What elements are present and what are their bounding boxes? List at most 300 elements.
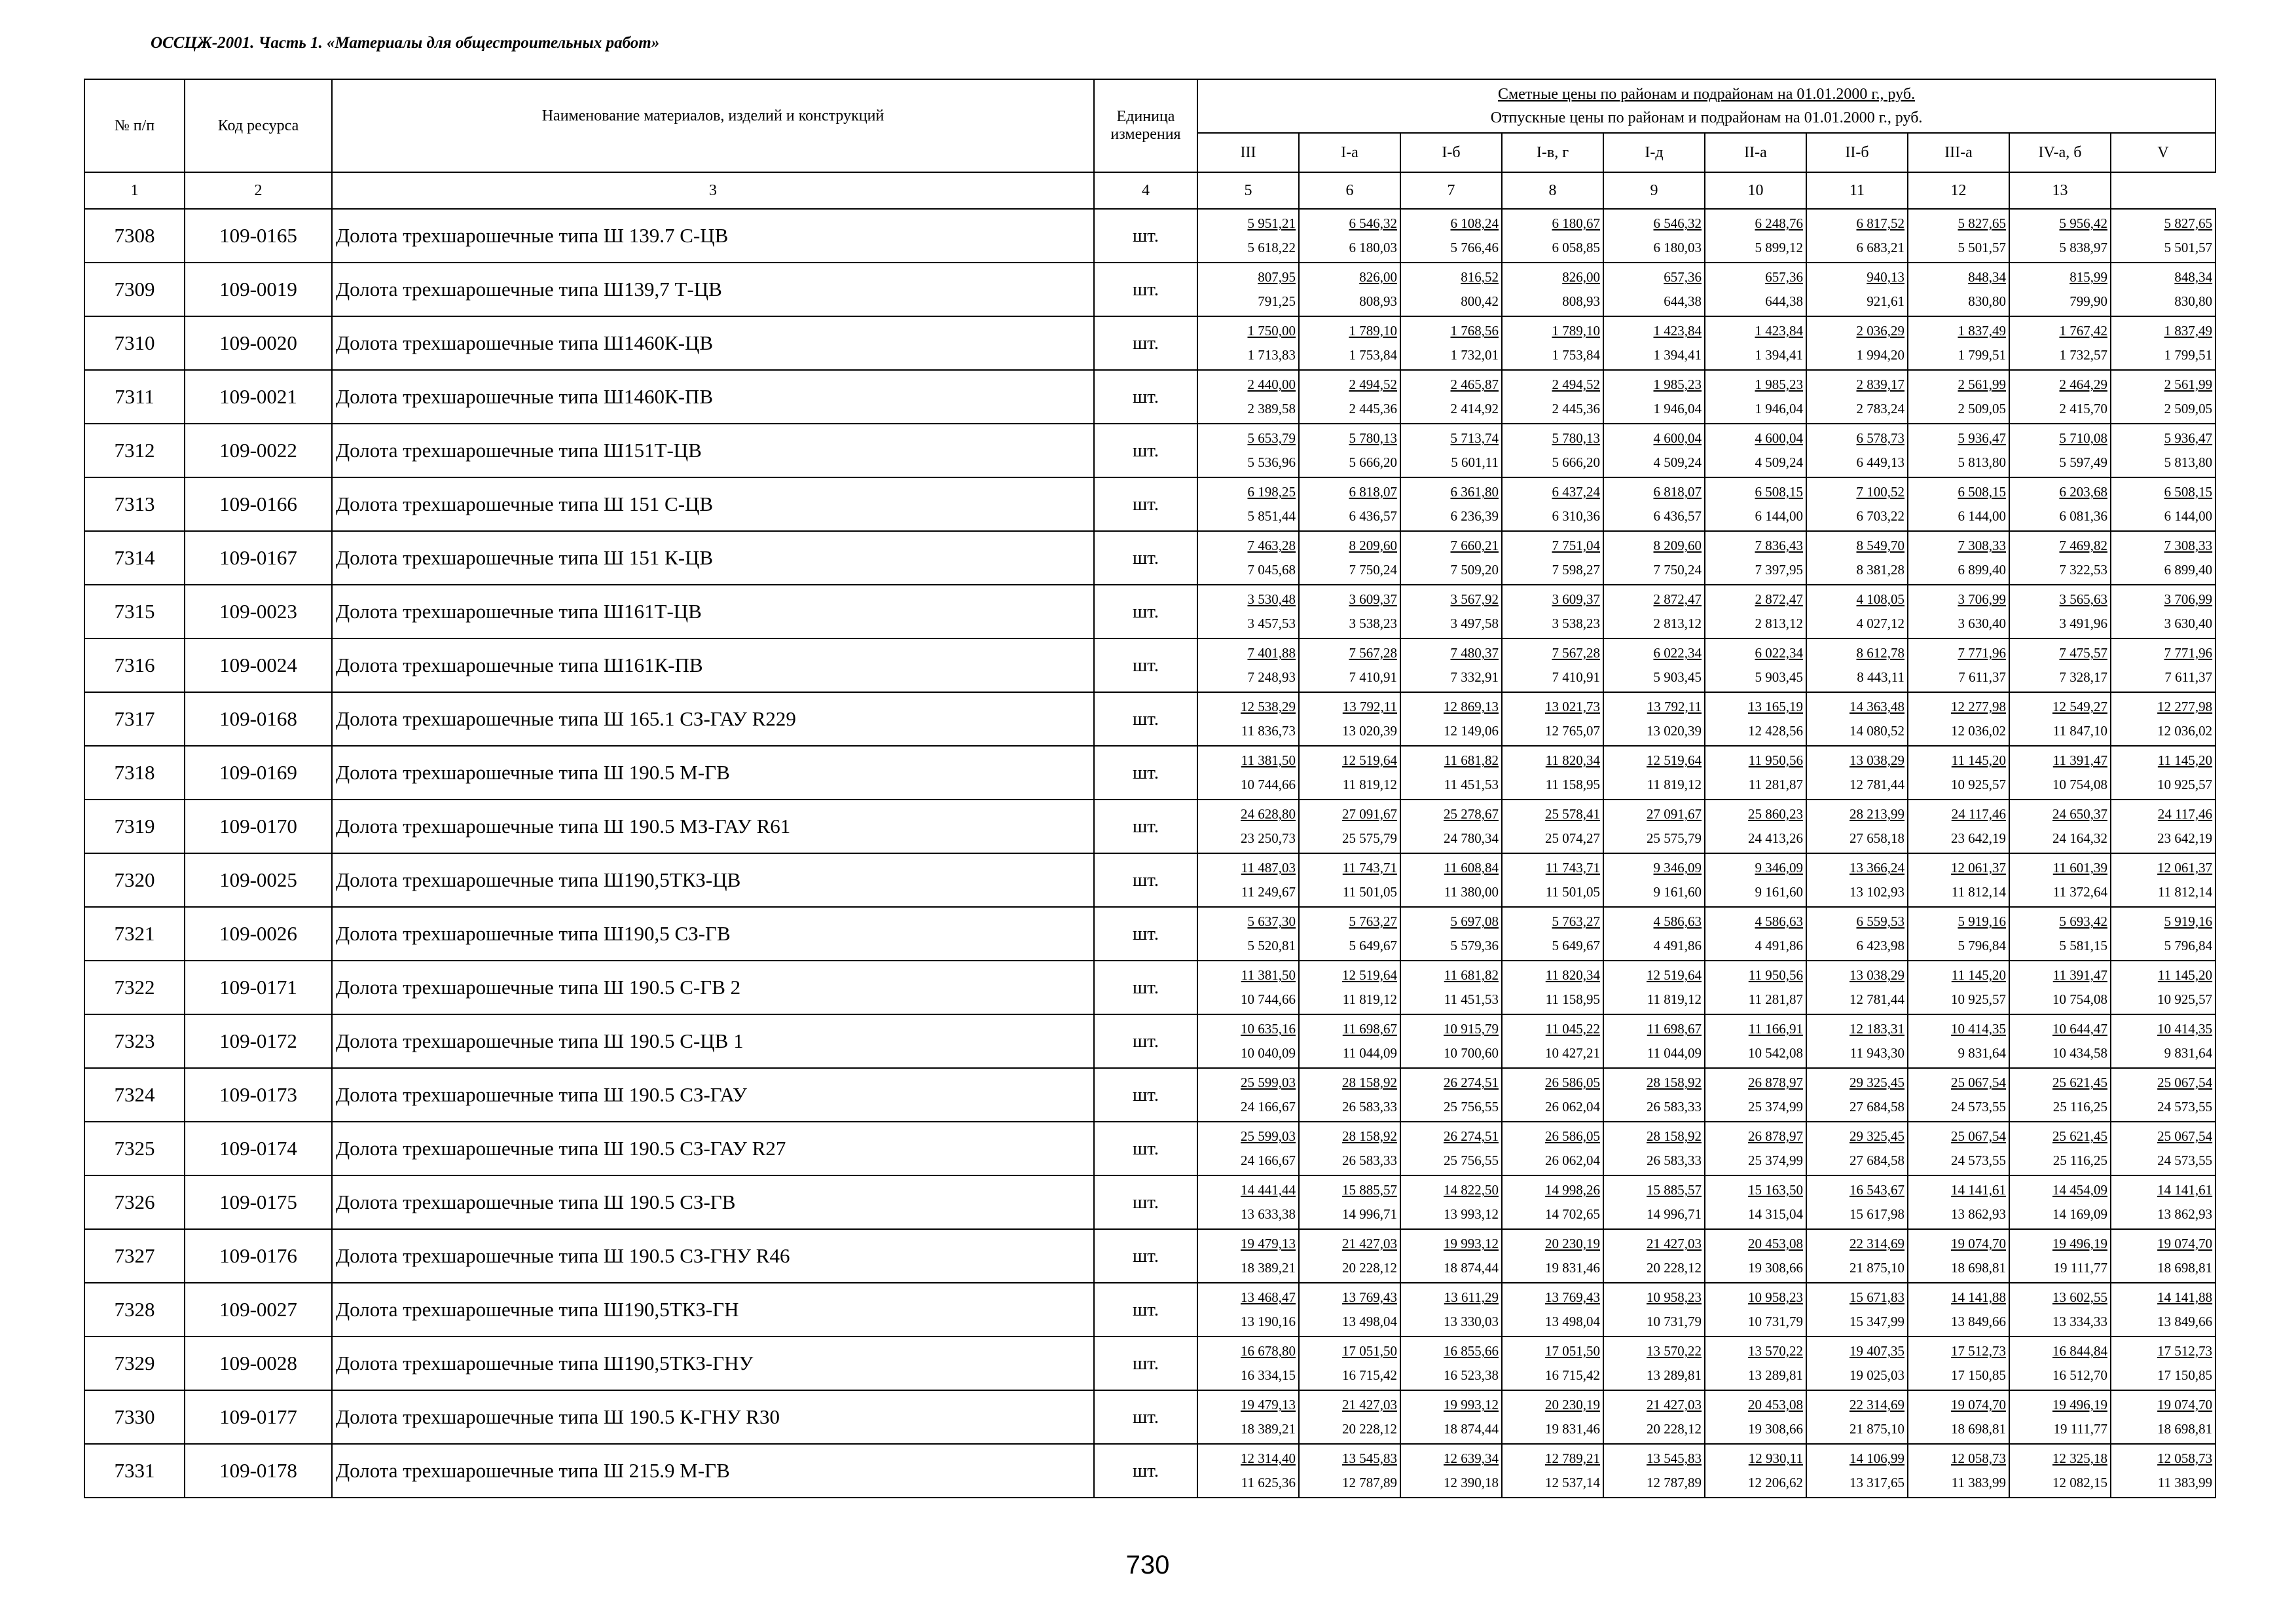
price-cell xyxy=(1502,800,1603,853)
resource-code: 109-0019 xyxy=(185,263,332,316)
estimate-price: 11 166,91 xyxy=(1748,1021,1803,1037)
price-cell xyxy=(1197,907,1299,961)
price-cell xyxy=(1197,370,1299,424)
price-cell xyxy=(1502,1444,1603,1498)
resource-code: 109-0172 xyxy=(185,1014,332,1068)
estimate-price: 11 743,71 xyxy=(1342,860,1397,876)
release-price: 1 394,41 xyxy=(1653,347,1702,363)
release-price: 10 925,57 xyxy=(2157,991,2213,1007)
estimate-price: 25 067,54 xyxy=(1951,1128,2006,1144)
price-cell xyxy=(1705,477,1806,531)
estimate-price: 24 117,46 xyxy=(1951,806,2006,822)
release-price: 12 537,14 xyxy=(1545,1475,1600,1490)
price-cell xyxy=(1400,424,1502,477)
price-cell xyxy=(1502,853,1603,907)
release-price: 11 383,99 xyxy=(1951,1475,2006,1490)
price-cell xyxy=(1299,263,1400,316)
row-number: 7324 xyxy=(84,1068,185,1122)
price-cell xyxy=(1603,585,1705,638)
release-price: 12 036,02 xyxy=(2157,723,2213,739)
release-price: 14 080,52 xyxy=(1850,723,1904,739)
price-cell xyxy=(1806,961,1908,1014)
estimate-price: 4 108,05 xyxy=(1856,591,1904,607)
row-number: 7318 xyxy=(84,746,185,800)
price-cell xyxy=(1603,263,1705,316)
estimate-price: 1 985,23 xyxy=(1755,377,1803,392)
estimate-price: 14 106,99 xyxy=(1850,1450,1904,1466)
estimate-price: 5 697,08 xyxy=(1450,913,1499,929)
material-name: Долота трехшарошечные типа Ш 190.5 М-ГВ xyxy=(332,746,1094,800)
release-price: 644,38 xyxy=(1664,293,1702,309)
price-cell xyxy=(1197,692,1299,746)
estimate-price: 13 038,29 xyxy=(1850,967,1904,983)
release-price: 15 617,98 xyxy=(1850,1206,1904,1222)
release-price: 6 144,00 xyxy=(1755,508,1803,524)
estimate-price: 6 817,52 xyxy=(1856,215,1904,231)
estimate-price: 25 599,03 xyxy=(1241,1075,1296,1090)
release-price: 5 813,80 xyxy=(2164,454,2213,470)
price-cell xyxy=(1299,370,1400,424)
estimate-price: 2 872,47 xyxy=(1755,591,1803,607)
estimate-price: 1 767,42 xyxy=(2059,323,2107,339)
price-cell xyxy=(2009,1122,2111,1175)
estimate-price: 6 198,25 xyxy=(1247,484,1296,500)
release-price: 27 684,58 xyxy=(1850,1099,1904,1115)
unit-of-measure: шт. xyxy=(1094,638,1197,692)
release-price: 7 509,20 xyxy=(1450,562,1499,578)
release-price: 10 925,57 xyxy=(1951,777,2006,792)
estimate-price: 11 820,34 xyxy=(1545,752,1600,768)
release-price: 11 819,12 xyxy=(1342,991,1397,1007)
price-cell xyxy=(1502,316,1603,370)
price-cell xyxy=(1908,1229,2009,1283)
price-cell xyxy=(2009,1068,2111,1122)
material-name: Долота трехшарошечные типа Ш139,7 Т-ЦВ xyxy=(332,263,1094,316)
estimate-price: 24 628,80 xyxy=(1241,806,1296,822)
estimate-price: 25 278,67 xyxy=(1444,806,1499,822)
unit-of-measure: шт. xyxy=(1094,746,1197,800)
table-row xyxy=(84,424,2215,477)
estimate-price: 11 381,50 xyxy=(1241,752,1296,768)
price-cell xyxy=(1908,316,2009,370)
release-price: 4 027,12 xyxy=(1856,616,1904,631)
release-price: 6 436,57 xyxy=(1653,508,1702,524)
estimate-price: 25 860,23 xyxy=(1748,806,1803,822)
estimate-price: 22 314,69 xyxy=(1850,1236,1904,1251)
release-price: 11 383,99 xyxy=(2157,1475,2213,1490)
release-price: 8 381,28 xyxy=(1856,562,1904,578)
release-price: 10 731,79 xyxy=(1748,1314,1803,1329)
estimate-price: 7 308,33 xyxy=(2164,538,2213,553)
estimate-price: 11 145,20 xyxy=(2157,967,2213,983)
release-price: 7 750,24 xyxy=(1349,562,1397,578)
price-cell xyxy=(2111,1390,2215,1444)
estimate-price: 11 145,20 xyxy=(1951,967,2006,983)
release-price: 7 611,37 xyxy=(1958,669,2006,685)
price-cell xyxy=(1806,316,1908,370)
release-price: 7 328,17 xyxy=(2059,669,2107,685)
estimate-price: 816,52 xyxy=(1461,269,1499,285)
estimate-price: 11 950,56 xyxy=(1748,967,1803,983)
release-price: 11 812,14 xyxy=(2157,884,2213,900)
estimate-price: 9 346,09 xyxy=(1755,860,1803,876)
row-number: 7327 xyxy=(84,1229,185,1283)
price-cell xyxy=(1400,1122,1502,1175)
price-cell xyxy=(1908,800,2009,853)
table-row xyxy=(84,1444,2215,1498)
price-cell xyxy=(1400,1014,1502,1068)
estimate-price: 12 519,64 xyxy=(1342,967,1397,983)
estimate-price: 12 277,98 xyxy=(1951,699,2006,714)
estimate-price: 1 768,56 xyxy=(1450,323,1499,339)
estimate-price: 26 586,05 xyxy=(1545,1075,1600,1090)
material-name: Долота трехшарошечные типа Ш190,5ТКЗ-ГН xyxy=(332,1283,1094,1337)
row-number: 7309 xyxy=(84,263,185,316)
price-cell xyxy=(1705,585,1806,638)
estimate-price: 7 480,37 xyxy=(1450,645,1499,661)
estimate-price: 8 209,60 xyxy=(1349,538,1397,553)
estimate-price: 12 789,21 xyxy=(1545,1450,1600,1466)
unit-of-measure: шт. xyxy=(1094,800,1197,853)
estimate-price: 11 045,22 xyxy=(1545,1021,1600,1037)
material-name: Долота трехшарошечные типа Ш190,5ТКЗ-ЦВ xyxy=(332,853,1094,907)
header-code: Код ресурса xyxy=(185,79,332,172)
release-price: 5 649,67 xyxy=(1552,938,1600,953)
release-price: 2 415,70 xyxy=(2059,401,2107,416)
release-price: 11 847,10 xyxy=(2052,723,2107,739)
release-price: 830,80 xyxy=(2174,293,2213,309)
price-cell xyxy=(1806,1122,1908,1175)
row-number: 7314 xyxy=(84,531,185,585)
price-cell xyxy=(2009,746,2111,800)
release-price: 10 427,21 xyxy=(1545,1045,1600,1061)
unit-of-measure: шт. xyxy=(1094,1444,1197,1498)
estimate-price: 19 074,70 xyxy=(1951,1397,2006,1412)
material-name: Долота трехшарошечные типа Ш 139.7 С-ЦВ xyxy=(332,209,1094,263)
estimate-price: 12 538,29 xyxy=(1241,699,1296,714)
release-price: 1 732,01 xyxy=(1450,347,1499,363)
release-price: 6 180,03 xyxy=(1349,240,1397,255)
price-cell xyxy=(2111,692,2215,746)
estimate-price: 5 763,27 xyxy=(1552,913,1600,929)
header-region: III xyxy=(1197,133,1299,172)
estimate-price: 15 885,57 xyxy=(1342,1182,1397,1198)
estimate-price: 16 678,80 xyxy=(1241,1343,1296,1359)
estimate-price: 10 644,47 xyxy=(2052,1021,2107,1037)
price-cell xyxy=(1705,907,1806,961)
release-price: 6 436,57 xyxy=(1349,508,1397,524)
table-row xyxy=(84,853,2215,907)
release-price: 11 380,00 xyxy=(1444,884,1499,900)
price-cell xyxy=(1400,370,1502,424)
release-price: 1 732,57 xyxy=(2059,347,2107,363)
estimate-price: 2 872,47 xyxy=(1653,591,1702,607)
release-price: 12 082,15 xyxy=(2052,1475,2107,1490)
release-price: 5 501,57 xyxy=(1958,240,2006,255)
estimate-price: 8 612,78 xyxy=(1856,645,1904,661)
material-name: Долота трехшарошечные типа Ш190,5ТКЗ-ГНУ xyxy=(332,1337,1094,1390)
row-number: 7313 xyxy=(84,477,185,531)
release-price: 2 813,12 xyxy=(1755,616,1803,631)
estimate-price: 12 519,64 xyxy=(1342,752,1397,768)
estimate-price: 19 993,12 xyxy=(1444,1236,1499,1251)
price-cell xyxy=(2009,531,2111,585)
row-number: 7330 xyxy=(84,1390,185,1444)
row-number: 7326 xyxy=(84,1175,185,1229)
estimate-price: 4 600,04 xyxy=(1653,430,1702,446)
price-cell xyxy=(1197,585,1299,638)
estimate-price: 2 465,87 xyxy=(1450,377,1499,392)
price-cell xyxy=(1908,585,2009,638)
price-cell xyxy=(2111,1283,2215,1337)
estimate-price: 14 141,61 xyxy=(2157,1182,2213,1198)
estimate-price: 13 602,55 xyxy=(2052,1289,2107,1305)
column-number: 1 xyxy=(84,172,185,209)
release-price: 18 698,81 xyxy=(2157,1260,2213,1276)
release-price: 1 799,51 xyxy=(1958,347,2006,363)
price-cell xyxy=(2009,1337,2111,1390)
release-price: 14 702,65 xyxy=(1545,1206,1600,1222)
unit-of-measure: шт. xyxy=(1094,370,1197,424)
estimate-price: 1 423,84 xyxy=(1755,323,1803,339)
estimate-price: 20 453,08 xyxy=(1748,1236,1803,1251)
price-cell xyxy=(1400,692,1502,746)
estimate-price: 657,36 xyxy=(1664,269,1702,285)
document-title: ОССЦЖ-2001. Часть 1. «Материалы для общестроительных работ» xyxy=(151,34,660,52)
price-cell xyxy=(1705,746,1806,800)
price-cell xyxy=(1502,1014,1603,1068)
estimate-price: 26 586,05 xyxy=(1545,1128,1600,1144)
release-price: 18 874,44 xyxy=(1444,1260,1499,1276)
table-row xyxy=(84,746,2215,800)
estimate-price: 3 565,63 xyxy=(2059,591,2107,607)
column-number: 11 xyxy=(1806,172,1908,209)
price-cell xyxy=(1603,370,1705,424)
release-price: 5 597,49 xyxy=(2059,454,2107,470)
estimate-price: 7 463,28 xyxy=(1247,538,1296,553)
estimate-price: 26 878,97 xyxy=(1748,1128,1803,1144)
estimate-price: 11 681,82 xyxy=(1444,752,1499,768)
price-cell xyxy=(1502,746,1603,800)
price-cell xyxy=(2009,907,2111,961)
resource-code: 109-0167 xyxy=(185,531,332,585)
price-cell xyxy=(1197,1337,1299,1390)
price-cell xyxy=(2111,746,2215,800)
release-price: 5 649,67 xyxy=(1349,938,1397,953)
estimate-price: 12 277,98 xyxy=(2157,699,2213,714)
material-name: Долота трехшарошечные типа Ш1460К-ПВ xyxy=(332,370,1094,424)
resource-code: 109-0173 xyxy=(185,1068,332,1122)
estimate-price: 1 985,23 xyxy=(1653,377,1702,392)
price-cell xyxy=(1908,263,2009,316)
release-price: 12 036,02 xyxy=(1951,723,2006,739)
resource-code: 109-0168 xyxy=(185,692,332,746)
estimate-price: 16 855,66 xyxy=(1444,1343,1499,1359)
resource-code: 109-0170 xyxy=(185,800,332,853)
price-cell xyxy=(2009,263,2111,316)
price-cell xyxy=(1400,209,1502,263)
release-price: 10 542,08 xyxy=(1748,1045,1803,1061)
price-cell xyxy=(1400,1337,1502,1390)
price-cell xyxy=(2111,1014,2215,1068)
table-row xyxy=(84,370,2215,424)
price-cell xyxy=(1400,316,1502,370)
estimate-price: 25 621,45 xyxy=(2052,1128,2107,1144)
price-cell xyxy=(2009,316,2111,370)
estimate-price: 13 792,11 xyxy=(1647,699,1702,714)
price-cell xyxy=(1705,1337,1806,1390)
price-cell xyxy=(2009,1390,2111,1444)
unit-of-measure: шт. xyxy=(1094,316,1197,370)
estimate-price: 2 464,29 xyxy=(2059,377,2107,392)
unit-of-measure: шт. xyxy=(1094,477,1197,531)
release-price: 4 491,86 xyxy=(1653,938,1702,953)
price-cell xyxy=(2009,853,2111,907)
price-cell xyxy=(1908,370,2009,424)
estimate-price: 3 706,99 xyxy=(2164,591,2213,607)
estimate-price: 848,34 xyxy=(2174,269,2213,285)
estimate-price: 12 061,37 xyxy=(2157,860,2213,876)
column-number: 7 xyxy=(1400,172,1502,209)
material-name: Долота трехшарошечные типа Ш190,5 СЗ-ГВ xyxy=(332,907,1094,961)
estimate-price: 16 844,84 xyxy=(2052,1343,2107,1359)
price-cell xyxy=(1806,692,1908,746)
estimate-price: 12 519,64 xyxy=(1647,752,1702,768)
release-price: 2 783,24 xyxy=(1856,401,1904,416)
release-price: 20 228,12 xyxy=(1647,1260,1702,1276)
release-price: 25 756,55 xyxy=(1444,1099,1499,1115)
release-price: 21 875,10 xyxy=(1850,1260,1904,1276)
release-price: 10 434,58 xyxy=(2052,1045,2107,1061)
price-cell xyxy=(1806,1337,1908,1390)
estimate-price: 5 827,65 xyxy=(2164,215,2213,231)
estimate-price: 12 314,40 xyxy=(1241,1450,1296,1466)
estimate-price: 19 496,19 xyxy=(2052,1236,2107,1251)
estimate-price: 11 698,67 xyxy=(1342,1021,1397,1037)
price-cell xyxy=(1299,1122,1400,1175)
release-price: 13 633,38 xyxy=(1241,1206,1296,1222)
estimate-price: 5 637,30 xyxy=(1247,913,1296,929)
release-price: 6 310,36 xyxy=(1552,508,1600,524)
estimate-price: 15 163,50 xyxy=(1748,1182,1803,1198)
release-price: 13 317,65 xyxy=(1850,1475,1904,1490)
price-cell xyxy=(2111,585,2215,638)
estimate-price: 5 827,65 xyxy=(1958,215,2006,231)
release-price: 10 925,57 xyxy=(2157,777,2213,792)
estimate-price: 1 789,10 xyxy=(1349,323,1397,339)
release-price: 6 081,36 xyxy=(2059,508,2107,524)
price-cell xyxy=(1603,316,1705,370)
header-no: № п/п xyxy=(84,79,185,172)
release-price: 5 766,46 xyxy=(1450,240,1499,255)
unit-of-measure: шт. xyxy=(1094,692,1197,746)
price-cell xyxy=(1806,209,1908,263)
release-price: 11 372,64 xyxy=(2052,884,2107,900)
header-unit-line2: измерения xyxy=(1110,126,1181,143)
estimate-price: 6 508,15 xyxy=(1755,484,1803,500)
estimate-price: 13 570,22 xyxy=(1647,1343,1702,1359)
row-number: 7331 xyxy=(84,1444,185,1498)
price-cell xyxy=(1197,1014,1299,1068)
table-row xyxy=(84,1068,2215,1122)
price-cell xyxy=(1400,1390,1502,1444)
release-price: 1 394,41 xyxy=(1755,347,1803,363)
price-cell xyxy=(1908,209,2009,263)
release-price: 12 765,07 xyxy=(1545,723,1600,739)
estimate-price: 1 837,49 xyxy=(1958,323,2006,339)
estimate-price: 14 363,48 xyxy=(1850,699,1904,714)
estimate-price: 28 158,92 xyxy=(1647,1075,1702,1090)
price-cell xyxy=(1603,1390,1705,1444)
price-cell xyxy=(1705,1122,1806,1175)
price-cell xyxy=(1806,263,1908,316)
price-cell xyxy=(1705,638,1806,692)
release-price: 7 598,27 xyxy=(1552,562,1600,578)
price-cell xyxy=(1197,1068,1299,1122)
release-price: 12 390,18 xyxy=(1444,1475,1499,1490)
column-number: 5 xyxy=(1197,172,1299,209)
release-price: 17 150,85 xyxy=(2157,1367,2213,1383)
price-cell xyxy=(1908,1283,2009,1337)
price-cell xyxy=(1299,746,1400,800)
release-price: 18 698,81 xyxy=(1951,1421,2006,1437)
table-row xyxy=(84,585,2215,638)
estimate-price: 25 067,54 xyxy=(2157,1128,2213,1144)
estimate-price: 11 601,39 xyxy=(2052,860,2107,876)
estimate-price: 5 763,27 xyxy=(1349,913,1397,929)
price-cell xyxy=(1603,209,1705,263)
estimate-price: 13 769,43 xyxy=(1342,1289,1397,1305)
release-price: 5 536,96 xyxy=(1247,454,1296,470)
price-cell xyxy=(1603,800,1705,853)
price-cell xyxy=(1299,800,1400,853)
material-name: Долота трехшарошечные типа Ш 190.5 К-ГНУ R30 xyxy=(332,1390,1094,1444)
price-cell xyxy=(1502,692,1603,746)
estimate-price: 7 401,88 xyxy=(1247,645,1296,661)
estimate-price: 10 958,23 xyxy=(1647,1289,1702,1305)
release-price: 19 025,03 xyxy=(1850,1367,1904,1383)
page-number: 730 xyxy=(1125,1551,1170,1579)
estimate-price: 8 549,70 xyxy=(1856,538,1904,553)
estimate-price: 5 713,74 xyxy=(1450,430,1499,446)
estimate-price: 13 769,43 xyxy=(1545,1289,1600,1305)
release-price: 11 501,05 xyxy=(1545,884,1600,900)
price-cell xyxy=(2111,800,2215,853)
column-number: 4 xyxy=(1094,172,1197,209)
resource-code: 109-0165 xyxy=(185,209,332,263)
release-price: 5 618,22 xyxy=(1247,240,1296,255)
estimate-price: 10 915,79 xyxy=(1444,1021,1499,1037)
unit-of-measure: шт. xyxy=(1094,1229,1197,1283)
estimate-price: 29 325,45 xyxy=(1850,1075,1904,1090)
table-row xyxy=(84,209,2215,263)
resource-code: 109-0023 xyxy=(185,585,332,638)
release-price: 1 713,83 xyxy=(1247,347,1296,363)
price-cell xyxy=(1299,692,1400,746)
release-price: 799,90 xyxy=(2069,293,2107,309)
release-price: 6 144,00 xyxy=(2164,508,2213,524)
estimate-price: 25 621,45 xyxy=(2052,1075,2107,1090)
price-cell xyxy=(1502,1337,1603,1390)
release-price: 1 753,84 xyxy=(1349,347,1397,363)
price-cell xyxy=(2111,477,2215,531)
release-price: 11 044,09 xyxy=(1647,1045,1702,1061)
release-price: 16 715,42 xyxy=(1545,1367,1600,1383)
release-price: 7 410,91 xyxy=(1552,669,1600,685)
release-price: 11 819,12 xyxy=(1342,777,1397,792)
release-price: 14 996,71 xyxy=(1647,1206,1702,1222)
release-price: 5 838,97 xyxy=(2059,240,2107,255)
